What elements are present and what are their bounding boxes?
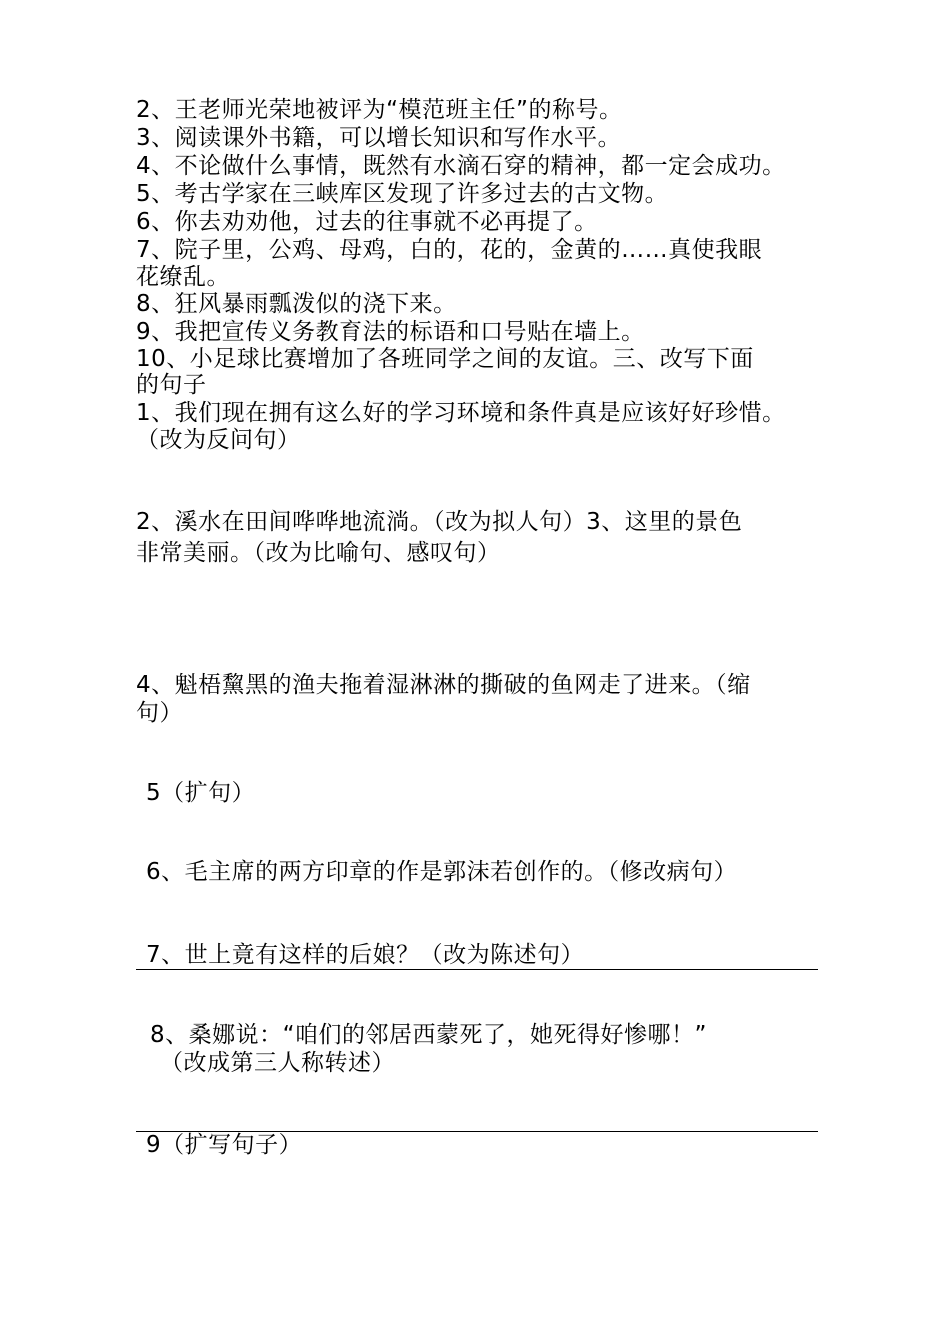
text-line: 非常美丽。（改为比喻句、感叹句）	[136, 540, 501, 566]
text-line: 7、院子里，公鸡、母鸡，白的，花的，金黄的……真使我眼	[136, 237, 763, 263]
text-line: 花缭乱。	[136, 264, 230, 290]
text-line: 的句子	[136, 372, 207, 398]
text-line: （改为反问句）	[136, 427, 301, 453]
text-line: 3、阅读课外书籍，可以增长知识和写作水平。	[136, 125, 622, 151]
text-line: （改成第三人称转述）	[160, 1050, 395, 1076]
text-line: 6、毛主席的两方印章的作是郭沫若创作的。（修改病句）	[146, 859, 738, 885]
text-line: 8、桑娜说：“咱们的邻居西蒙死了，她死得好惨哪！”	[150, 1022, 707, 1048]
text-line: 句）	[136, 700, 183, 726]
text-line: 2、王老师光荣地被评为“模范班主任”的称号。	[136, 97, 623, 123]
text-line: 4、魁梧黧黑的渔夫拖着湿淋淋的撕破的鱼网走了进来。（缩	[136, 672, 751, 698]
text-line: 4、不论做什么事情，既然有水滴石穿的精神，都一定会成功。	[136, 153, 786, 179]
text-line: 2、溪水在田间哗哗地流淌。（改为拟人句）3、这里的景色	[136, 509, 743, 535]
text-line: 6、你去劝劝他，过去的往事就不必再提了。	[136, 209, 598, 235]
answer-line	[136, 969, 818, 970]
text-line: 7、世上竟有这样的后娘？（改为陈述句）	[146, 942, 585, 968]
text-line: 5、考古学家在三峡库区发现了许多过去的古文物。	[136, 181, 669, 207]
text-line: 1、我们现在拥有这么好的学习环境和条件真是应该好好珍惜。	[136, 400, 786, 426]
text-line: 8、狂风暴雨瓢泼似的浇下来。	[136, 291, 457, 317]
text-line: 5（扩句）	[146, 780, 256, 806]
text-line: 9、我把宣传义务教育法的标语和口号贴在墙上。	[136, 319, 645, 345]
text-line: 9（扩写句子）	[146, 1132, 303, 1158]
text-line: 10、小足球比赛增加了各班同学之间的友谊。三、改写下面	[136, 346, 754, 372]
